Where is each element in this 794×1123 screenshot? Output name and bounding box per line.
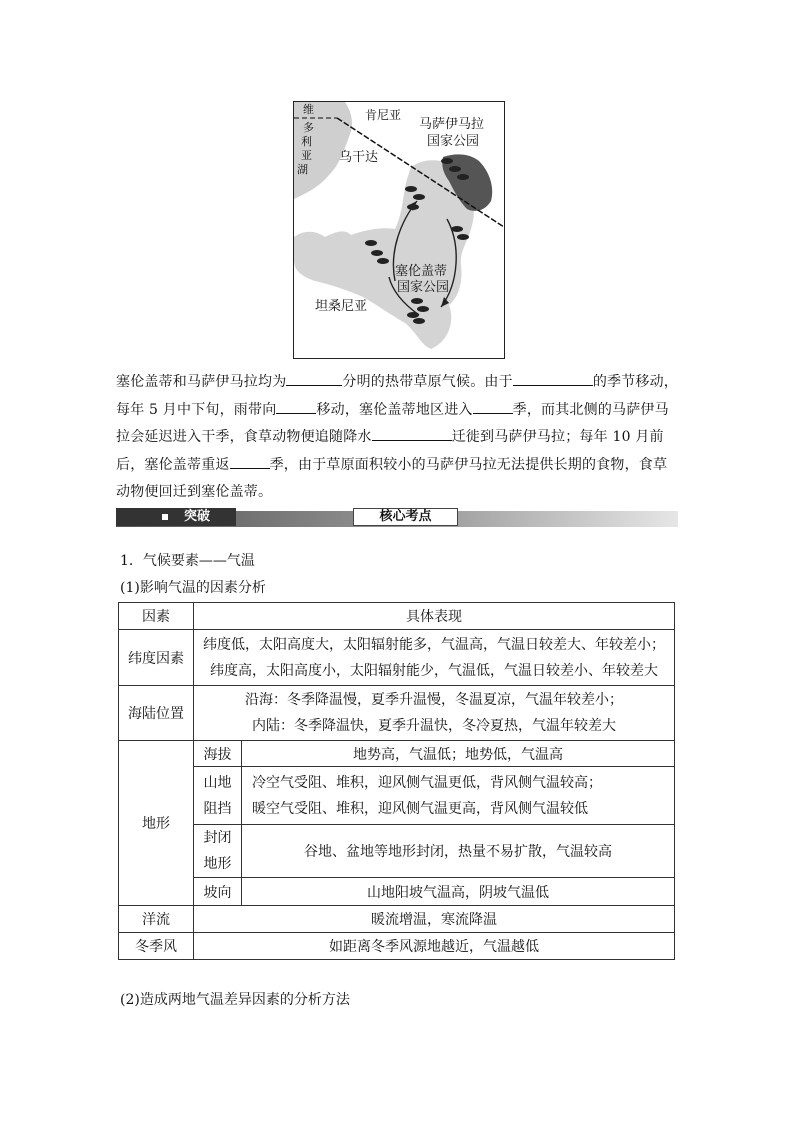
label-kenya: 肯尼亚 <box>365 108 402 122</box>
label-wei: 维 <box>303 103 314 116</box>
subsection-heading-1: (1)影响气温的因素分析 <box>120 580 266 596</box>
label-serengeti-2: 国家公园 <box>397 280 450 295</box>
label-duo: 多 <box>303 121 314 134</box>
blank-6[interactable] <box>230 453 270 469</box>
table-row: 山地 阻挡 冷空气受阻、堆积，迎风侧气温更低，背风侧气温较高； 暖空气受阻、堆积，迎风侧气温更高，背风侧气温较低 <box>119 767 675 825</box>
blank-5[interactable] <box>372 425 452 441</box>
table-row: 纬度因素 纬度低，太阳高度大，太阳辐射能多，气温高，气温日较差大、年较差小； 纬度高，太阳高度小，太阳辐射能少，气温低，气温日较差小、年较差大 <box>119 630 675 686</box>
table-row: 冬季风 如距离冬季风源地越近，气温越低 <box>119 933 675 960</box>
label-tanzania: 坦桑尼亚 <box>315 299 368 314</box>
table-row: 地形 海拔 地势高，气温低；地势低，气温高 <box>119 741 675 767</box>
blank-2[interactable] <box>513 370 593 386</box>
banner-title: 核心考点 <box>353 508 458 526</box>
label-masai-2: 国家公园 <box>427 134 480 149</box>
label-ya: 亚 <box>301 149 312 162</box>
section-heading: 1．气候要素——气温 <box>120 553 255 569</box>
blank-4[interactable] <box>473 398 513 414</box>
section-banner <box>116 508 678 528</box>
label-li: 利 <box>301 135 312 148</box>
table-row: 坡向 山地阳坡气温高，阴坡气温低 <box>119 878 675 906</box>
label-serengeti-1: 塞伦盖蒂 <box>395 264 448 279</box>
blank-3[interactable] <box>276 398 316 414</box>
label-hu: 湖 <box>297 163 308 176</box>
square-icon <box>162 514 168 520</box>
header-factor: 因素 <box>119 603 194 630</box>
temperature-factor-table <box>118 602 675 960</box>
subsection-heading-2: (2)造成两地气温差异因素的分析方法 <box>120 992 350 1008</box>
blank-1[interactable] <box>286 370 342 386</box>
migration-map <box>293 101 505 359</box>
fill-in-paragraph: 塞伦盖蒂和马萨伊马拉均为 分明的热带草原气候。由于 的季节移动，每年 5 月中下旬，雨带向 移动，塞伦盖蒂地区进入 季，而其北侧的马萨伊马拉会延迟进入干季，食草动物便追随降水 迁徙到马萨伊马拉；每年 10 月前后，塞伦盖蒂重返 季，由于草原面积较小的马萨伊马拉无法提供长期的食物，食草动物便回迁到塞伦盖蒂。 <box>116 369 678 507</box>
header-detail: 具体表现 <box>194 603 675 630</box>
table-row: 海陆位置 沿海：冬季降温慢，夏季升温慢，冬温夏凉，气温年较差小； 内陆：冬季降温快，夏季升温快，冬冷夏热，气温年较差大 <box>119 686 675 741</box>
label-uganda: 乌干达 <box>339 150 379 165</box>
banner-tag: 突破 <box>116 508 236 526</box>
table-row: 洋流 暖流增温，寒流降温 <box>119 906 675 933</box>
table-row: 封闭 地形 谷地、盆地等地形封闭，热量不易扩散，气温较高 <box>119 825 675 878</box>
table-row <box>119 603 675 630</box>
label-masai-1: 马萨伊马拉 <box>419 117 485 132</box>
